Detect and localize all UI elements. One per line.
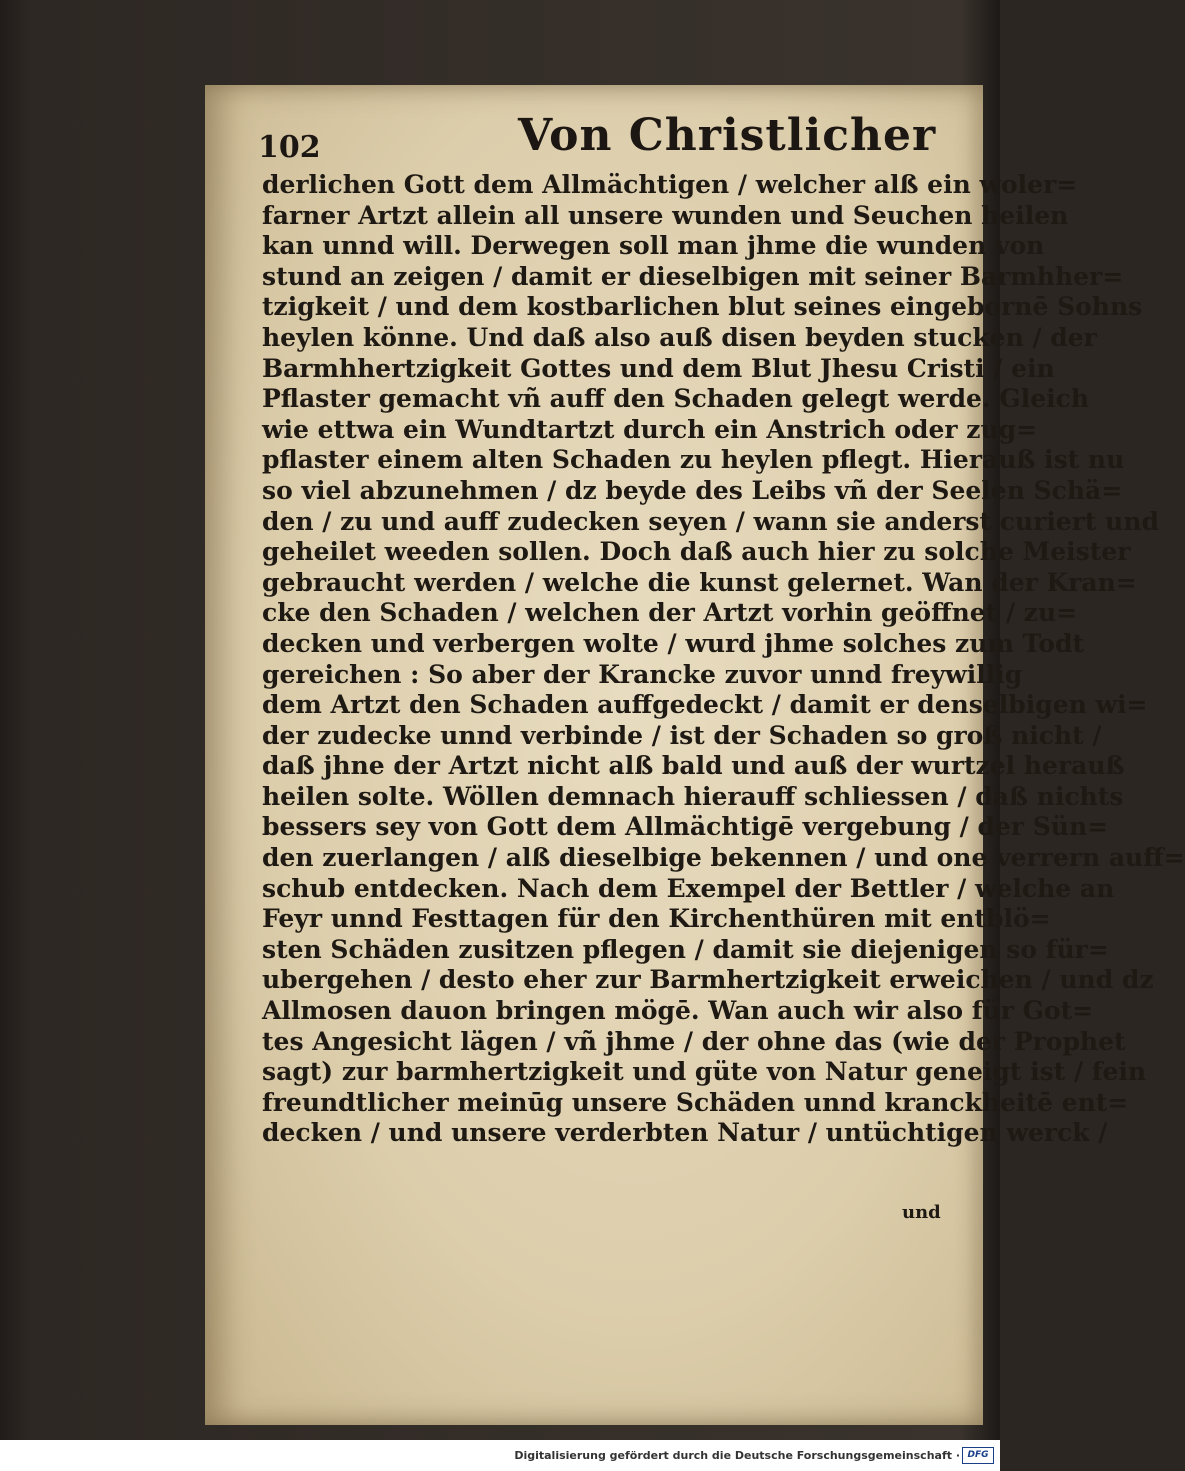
text-line: wie ettwa ein Wundtartzt durch ein Anstrich oder zug= [262, 414, 1038, 444]
text-line: so viel abzunehmen / dz beyde des Leibs vñ der Seelen Schä= [262, 475, 1123, 505]
text-line: den zuerlangen / alß dieselbige bekennen / und one verrern auff= [262, 843, 1185, 873]
text-line: Feyr unnd Festtagen für den Kirchenthüren mit entblö= [262, 904, 1051, 934]
text-line: freundtlicher meinūg unsere Schäden unnd kranckheitē ent= [262, 1087, 1129, 1117]
text-line: geheilet weeden sollen. Doch daß auch hier zu solche Meister [262, 537, 1131, 567]
text-line: bessers sey von Gott dem Allmächtigē vergebung / der Sün= [262, 812, 1109, 842]
text-line: pflaster einem alten Schaden zu heylen pflegt. Hierauß ist nu [262, 445, 1125, 475]
text-line: schub entdecken. Nach dem Exempel der Bettler / welche an [262, 873, 1115, 903]
text-line: gebraucht werden / welche die kunst gelernet. Wan der Kran= [262, 567, 1137, 597]
text-line: cke den Schaden / welchen der Artzt vorhin geöffnet / zu= [262, 598, 1078, 628]
text-line: derlichen Gott dem Allmächtigen / welcher alß ein woler= [262, 170, 1078, 199]
text-line: ubergehen / desto eher zur Barmhertzigkeit erweichen / und dz [262, 965, 1154, 995]
footer-bar [0, 1440, 1000, 1471]
text-line: sagt) zur barmhertzigkeit und güte von Natur geneigt ist / fein [262, 1057, 1147, 1087]
page-header [258, 108, 958, 164]
footer-credit: Digitalisierung gefördert durch die Deutsche Forschungsgemeinschaft · [514, 1449, 960, 1462]
text-line: sten Schäden zusitzen pflegen / damit sie diejenigen so für= [262, 934, 1109, 964]
text-line: heylen könne. Und daß also auß disen beyden stucken / der [262, 322, 1097, 352]
running-head: Von Christlicher [518, 110, 937, 161]
text-line: tzigkeit / und dem kostbarlichen blut seines eingebornē Sohns [262, 292, 1143, 322]
body-text [262, 170, 1185, 1149]
text-line: decken und verbergen wolte / wurd jhme solches zum Todt [262, 628, 1084, 658]
text-line: Barmhhertzigkeit Gottes und dem Blut Jhesu Cristi / ein [262, 353, 1055, 383]
catchword: und [902, 1202, 941, 1223]
text-line: der zudecke unnd verbinde / ist der Schaden so groß nicht / [262, 720, 1102, 750]
text-line: dem Artzt den Schaden auffgedeckt / damit er denselbigen wi= [262, 690, 1148, 720]
text-line: Pflaster gemacht vñ auff den Schaden gelegt werde. Gleich [262, 384, 1090, 414]
text-line: Allmosen dauon bringen mögē. Wan auch wir also für Got= [262, 996, 1094, 1026]
text-line: heilen solte. Wöllen demnach hierauff schliessen / daß nichts [262, 781, 1124, 811]
page-number: 102 [258, 130, 321, 165]
text-line: kan unnd will. Derwegen soll man jhme die wunden von [262, 231, 1045, 261]
text-line: decken / und unsere verderbten Natur / untüchtigen werck / [262, 1118, 1108, 1148]
dfg-logo-icon: DFG [962, 1447, 994, 1464]
text-line: gereichen : So aber der Krancke zuvor unnd freywillig [262, 659, 1023, 689]
text-line: den / zu und auff zudecken seyen / wann sie anderst curiert und [262, 506, 1159, 536]
text-line: daß jhne der Artzt nicht alß bald und auß der wurtzel herauß [262, 751, 1125, 781]
text-line: tes Angesicht lägen / vñ jhme / der ohne das (wie der Prophet [262, 1026, 1126, 1056]
text-line: farner Artzt allein all unsere wunden und Seuchen heilen [262, 200, 1069, 230]
text-line: stund an zeigen / damit er dieselbigen mit seiner Barmhher= [262, 261, 1124, 291]
